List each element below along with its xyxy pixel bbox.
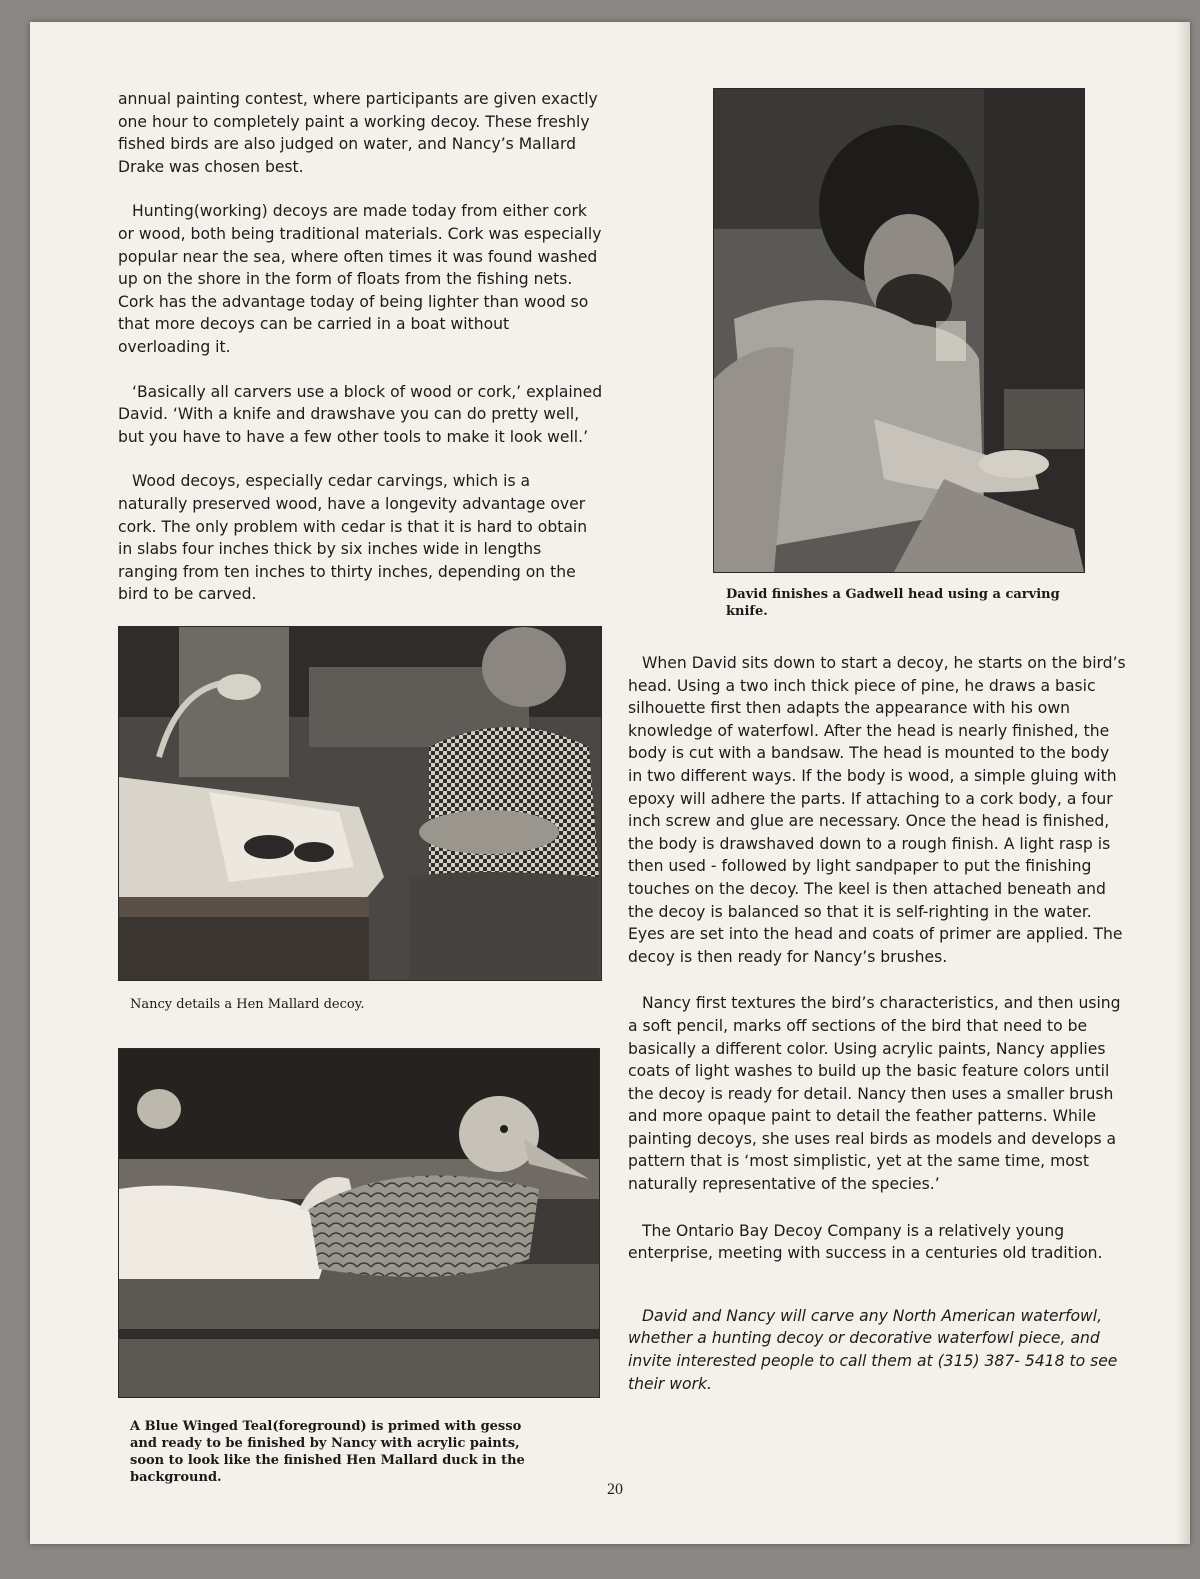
page-edge-shadow [1176,22,1190,1544]
left-paragraph-1: annual painting contest, where participants are given exactly one hour to completely paint a working decoy. These freshly fished birds are also judged on water, and Nancy’s Mallard Drake was chosen best. [118,90,598,176]
caption-teal: A Blue Winged Teal(foreground) is primed with gesso and ready to be finished by Nancy with acrylic paints, soon to look like the finished Hen Mallard duck in the background. [130,1419,525,1485]
closing-note: David and Nancy will carve any North American waterfowl, whether a hunting decoy or decorative waterfowl piece, and invite interested people to call them at (315) 387- 5418 to see their work. [628,1306,1118,1393]
right-column-text [628,652,1126,1395]
left-paragraph-4: Wood decoys, especially cedar carvings, which is a naturally preserved wood, have a longevity advantage over cork. The only problem with cedar is that it is hard to obtain in slabs four inches thick by six inches wide in lengths ranging from ten inches to thirty inches, depending on the bird to be carved. [118,472,588,604]
teal-decoys-image [119,1049,599,1397]
left-column-text [118,88,604,606]
photo-nancy-painting [118,626,602,981]
photo-teal-decoys [118,1048,600,1398]
right-paragraph-2: Nancy first textures the bird’s characteristics, and then using a soft pencil, marks off sections of the bird that need to be basically a different color. Using acrylic paints, Nancy applies coats of light washes to build up the basic feature colors until the decoy is ready for detail. Nancy then uses a smaller brush and more opaque paint to detail the feather patterns. While painting decoys, she uses real birds as models and develops a pattern that is ‘most simplistic, yet at the same time, most naturally representative of the species.’ [628,994,1121,1194]
photo-david-carving [713,88,1085,573]
page-number: 20 [607,1481,623,1498]
caption-nancy: Nancy details a Hen Mallard decoy. [130,997,365,1012]
david-carving-image [714,89,1084,572]
right-paragraph-3: The Ontario Bay Decoy Company is a relatively young enterprise, meeting with success in a centuries old tradition. [628,1221,1103,1263]
caption-david: David finishes a Gadwell head using a carving knife. [726,587,1060,619]
left-paragraph-3: ‘Basically all carvers use a block of wood or cork,’ explained David. ‘With a knife and drawshave you can do pretty well, but you have to have a few other tools to make it look well.’ [118,382,603,446]
left-paragraph-2: Hunting(working) decoys are made today from either cork or wood, both being traditional materials. Cork was especially popular near the sea, where often times it was found washed up on the shore in the form of floats from the fishing nets. Cork has the advantage today of being lighter than wood so that more decoys can be carried in a boat without overloading it. [118,202,602,356]
magazine-page [30,22,1190,1544]
right-paragraph-1: When David sits down to start a decoy, he starts on the bird’s head. Using a two inch thick piece of pine, he draws a basic silhouette first then adapts the appearance with his own knowledge of waterfowl. After the head is nearly finished, the body is cut with a bandsaw. The head is mounted to the body in two different ways. If the body is wood, a simple gluing with epoxy will adhere the parts. If attaching to a cork body, a four inch screw and glue are necessary. Once the head is finished, the body is drawshaved down to a rough finish. A light rasp is then used - followed by light sandpaper to put the finishing touches on the decoy. The keel is then attached beneath and the decoy is balanced so that it is self-righting in the water. Eyes are set into the head and coats of primer are applied. The decoy is then ready for Nancy’s brushes. [628,654,1126,966]
nancy-painting-image [119,627,601,980]
